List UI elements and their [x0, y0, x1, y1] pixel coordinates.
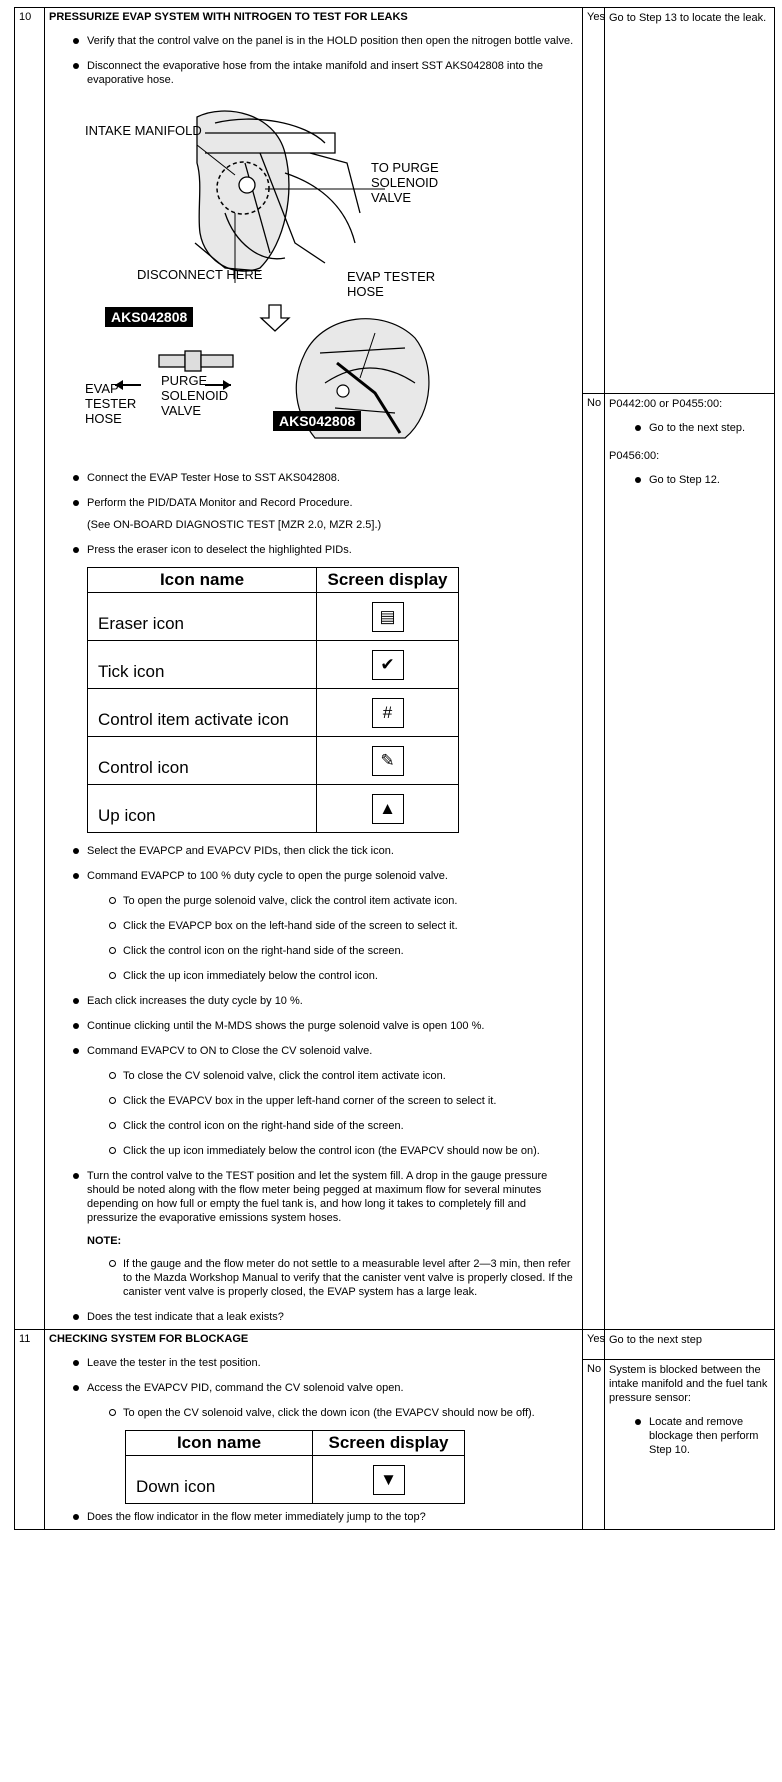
- icon-table-step10: [87, 567, 459, 833]
- icon-row-name: Up icon: [88, 785, 317, 833]
- label-evap-tester-hose-top: EVAP TESTER HOSE: [347, 269, 436, 299]
- step-10-title: PRESSURIZE EVAP SYSTEM WITH NITROGEN TO TEST FOR LEAKS: [49, 11, 408, 23]
- step-11-no-sub: Locate and remove blockage then perform Step 10.: [609, 1415, 770, 1457]
- bullet-turn-control-valve: Turn the control valve to the TEST position and let the system fill. A drop in the gauge pressure should be noted along with the flow meter being pegged at maximum flow for several minutes depending on how full or empty the fuel tank is, and how long it takes to completely fill and pressurize the evaporative emissions system hoses.: [49, 1169, 578, 1225]
- step-11-content: [45, 1330, 583, 1530]
- step-10-no-label: No: [583, 394, 605, 1330]
- no-code-1: P0442:00 or P0455:00:: [609, 398, 723, 410]
- sub-bullet-cv: Click the up icon immediately below the control icon (the EVAPCV should now be on).: [49, 1144, 578, 1158]
- control-item-activate-icon: #: [372, 698, 404, 728]
- icon-row-name: Down icon: [126, 1456, 313, 1504]
- bullet-command-evapcp: Command EVAPCP to 100 % duty cycle to open the purge solenoid valve.: [49, 869, 578, 883]
- step-10-yes-action: Go to Step 13 to locate the leak.: [605, 8, 775, 394]
- step-11-title: CHECKING SYSTEM FOR BLOCKAGE: [49, 1333, 249, 1345]
- bullet-continue-clicking: Continue clicking until the M-MDS shows the purge solenoid valve is open 100 %.: [49, 1019, 578, 1033]
- sub-bullet-cv: Click the EVAPCV box in the upper left-hand corner of the screen to select it.: [49, 1094, 578, 1108]
- bullet-perform-procedure: Perform the PID/DATA Monitor and Record Procedure.: [49, 496, 578, 510]
- step-11-yes-action: Go to the next step: [605, 1330, 775, 1360]
- label-purge-solenoid-valve: PURGE SOLENOID VALVE: [161, 373, 229, 418]
- diagnostic-table: [14, 7, 775, 1530]
- tick-icon: ✔: [372, 650, 404, 680]
- sub-bullet-cv: Click the control icon on the right-hand side of the screen.: [49, 1119, 578, 1133]
- bullet-connect-hose: Connect the EVAP Tester Hose to SST AKS042808.: [49, 471, 578, 485]
- label-evap-tester-hose-left: EVAP TESTER HOSE: [85, 381, 137, 426]
- up-icon: ▲: [372, 794, 404, 824]
- step-11-number: 11: [15, 1330, 45, 1530]
- note-label: NOTE:: [87, 1235, 122, 1247]
- sst-label-right: AKS042808: [273, 411, 361, 431]
- bullet-leak-question: Does the test indicate that a leak exists?: [49, 1310, 578, 1324]
- label-intake-manifold: INTAKE MANIFOLD: [85, 123, 202, 138]
- no-action-1: Go to the next step.: [609, 421, 770, 435]
- bullet-each-click: Each click increases the duty cycle by 10 %.: [49, 994, 578, 1008]
- bullet-leave-tester: Leave the tester in the test position.: [49, 1356, 578, 1370]
- evap-hose-diagram: [85, 93, 485, 467]
- sub-bullet-cp: Click the EVAPCP box on the left-hand side of the screen to select it.: [49, 919, 578, 933]
- sub-bullet-open-cv: To open the CV solenoid valve, click the down icon (the EVAPCV should now be off).: [49, 1406, 578, 1420]
- step-11-no-actions: [605, 1360, 775, 1530]
- label-disconnect-here: DISCONNECT HERE: [137, 267, 263, 282]
- icon-table-step11: [125, 1430, 465, 1504]
- icon-table-header-display: Screen display: [313, 1431, 465, 1456]
- bullet-access-evapcv: Access the EVAPCV PID, command the CV solenoid valve open.: [49, 1381, 578, 1395]
- step-11-yes-label: Yes: [583, 1330, 605, 1360]
- icon-table-header-display: Screen display: [317, 568, 459, 593]
- icon-row-name: Control icon: [88, 737, 317, 785]
- bullet-flow-question: Does the flow indicator in the flow meter immediately jump to the top?: [49, 1510, 578, 1524]
- bullet-verify-control-valve: Verify that the control valve on the panel is in the HOLD position then open the nitrogen bottle valve.: [49, 34, 578, 48]
- step-11-no-action: System is blocked between the intake manifold and the fuel tank pressure sensor:: [609, 1364, 768, 1404]
- note-text: If the gauge and the flow meter do not settle to a measurable level after 2—3 min, then refer to the Mazda Workshop Manual to verify that the canister vent valve is properly closed. If the canister vent valve is properly closed, the EVAP system has a large leak.: [49, 1257, 578, 1299]
- see-reference: (See ON-BOARD DIAGNOSTIC TEST [MZR 2.0, MZR 2.5].): [87, 519, 382, 531]
- sub-bullet-cv: To close the CV solenoid valve, click the control item activate icon.: [49, 1069, 578, 1083]
- step-10-no-actions: [605, 394, 775, 1330]
- bullet-press-eraser: Press the eraser icon to deselect the highlighted PIDs.: [49, 543, 578, 557]
- step-10-number: 10: [15, 8, 45, 1330]
- step-10-content: [45, 8, 583, 1330]
- no-code-2: P0456:00:: [609, 450, 660, 462]
- bullet-disconnect-hose: Disconnect the evaporative hose from the intake manifold and insert SST AKS042808 into the evaporative hose.: [49, 59, 578, 87]
- eraser-icon: ▤: [372, 602, 404, 632]
- sub-bullet-cp: Click the up icon immediately below the control icon.: [49, 969, 578, 983]
- sub-bullet-cp: Click the control icon on the right-hand side of the screen.: [49, 944, 578, 958]
- icon-row-name: Eraser icon: [88, 593, 317, 641]
- step-10-yes-label: Yes: [583, 8, 605, 394]
- icon-row-name: Control item activate icon: [88, 689, 317, 737]
- bullet-select-pids: Select the EVAPCP and EVAPCV PIDs, then click the tick icon.: [49, 844, 578, 858]
- control-icon: ✎: [372, 746, 404, 776]
- icon-row-name: Tick icon: [88, 641, 317, 689]
- down-icon: ▼: [373, 1465, 405, 1495]
- sub-bullet-cp: To open the purge solenoid valve, click the control item activate icon.: [49, 894, 578, 908]
- icon-table-header-name: Icon name: [126, 1431, 313, 1456]
- sst-label-left: AKS042808: [105, 307, 193, 327]
- step-11-no-label: No: [583, 1360, 605, 1530]
- bullet-command-evapcv: Command EVAPCV to ON to Close the CV solenoid valve.: [49, 1044, 578, 1058]
- icon-table-header-name: Icon name: [88, 568, 317, 593]
- label-to-purge-solenoid: TO PURGE SOLENOID VALVE: [371, 160, 439, 205]
- no-action-2: Go to Step 12.: [609, 473, 770, 487]
